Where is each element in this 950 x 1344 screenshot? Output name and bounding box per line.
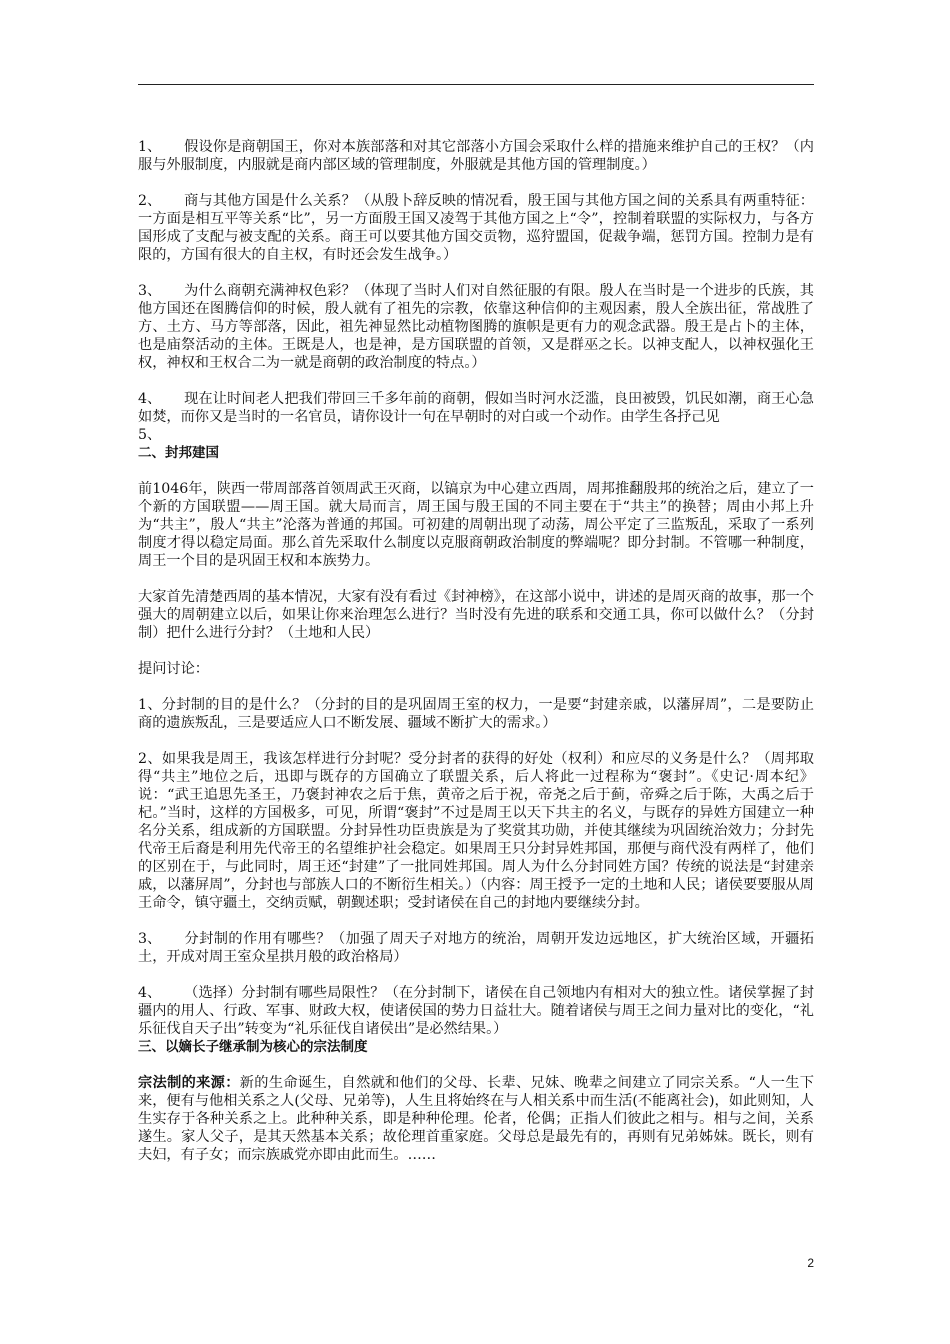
question-1-text: 假设你是商朝国王，你对本族部落和对其它部落小方国会采取什么样的措施来维护自己的王权？（内服与外服制度，内服就是商内部区域的管理制度，外服就是其他方国的管理制度。）: [138, 139, 814, 173]
question-5-number: 5、: [138, 427, 162, 443]
section-2-heading: 二、封邦建国: [138, 445, 219, 461]
question-4: [138, 390, 814, 426]
question-3-number: 3、: [138, 283, 162, 299]
document-body: [138, 138, 814, 1164]
question-2-text: 商与其他方国是什么关系？（从殷卜辞反映的情况看，殷王国与其他方国之间的关系具有两重特征：一方面是相互平等关系“比”，另一方面殷王国又凌驾于其他方国之上“令”，控制着联盟的实际权力，与各方国形成了支配与被支配的关系。商王可以要其他方国交贡物，巡狩盟国，促裁争端，惩罚方国。控制力是有限的，方国有很大的自主权，有时还会发生战争。）: [138, 193, 814, 263]
question-3-text: 为什么商朝充满神权色彩？（体现了当时人们对自然征服的有限。殷人在当时是一个进步的氏族，其他方国还在图腾信仰的时候，殷人就有了祖先的宗教，依靠这种信仰的主观因素，殷人全族出征，常战胜了方、土方、马方等部落，因此，祖先神显然比动植物图腾的旗帜是更有力的观念武器。殷王是占卜的主体，也是庙祭活动的主体。王既是人，也是神，是方国联盟的首领，又是群巫之长。以神支配人，以神权强化王权，神权和王权合二为一就是商朝的政治制度的特点。）: [138, 283, 814, 371]
discussion-4-text: （选择）分封制有哪些局限性？（在分封制下，诸侯在自己领地内有相对大的独立性。诸侯掌握了封疆内的用人、行政、军事、财政大权，使诸侯国的势力日益壮大。随着诸侯与周王之间力量对比的变化，“礼乐征伐自天子出”转变为“礼乐征伐自诸侯出”是必然结果。）: [138, 985, 814, 1037]
header-rule: [138, 84, 814, 85]
discussion-4-number: 4、: [138, 985, 162, 1001]
discussion-2: 2、如果我是周王，我该怎样进行分封呢？受分封者的获得的好处（权利）和应尽的义务是什么？（周邦取得“共主”地位之后，迅即与既存的方国确立了联盟关系，后人将此一过程称为“褒封”。《史记·周本纪》说：“武王追思先圣王，乃褒封神农之后于焦，黄帝之后于祝，帝尧之后于蓟，帝舜之后于陈，大禹之后于杞。”当时，这样的方国极多，可见，所谓“褒封”不过是周王以天下共主的名义，与既存的异姓方国建立一种名分关系，组成新的方国联盟。分封异性功臣贵族是为了奖赏其功勋，并使其继续为巩固统治效力；分封先代帝王后裔是利用先代帝王的名望维护社会稳定。如果周王只分封异姓邦国，那便与商代没有两样了，他们的区别在于，与此同时，周王还“封建”了一批同姓邦国。周人为什么分封同姓方国？传统的说法是“封建亲戚，以藩屏周”，分封也与部族人口的不断衍生相关。）（内容：周王授予一定的土地和人民；诸侯要要服从周王命令，镇守疆土，交纳贡赋，朝觐述职；受封诸侯在自己的封地内要继续分封。: [138, 751, 814, 911]
discussion-1: 1、分封制的目的是什么？（分封的目的是巩固周王室的权力，一是要“封建亲戚，以藩屏周”，二是要防止商的遗族叛乱，三是要适应人口不断发展、疆域不断扩大的需求。）: [138, 697, 814, 731]
question-5: [138, 426, 814, 444]
question-1: [138, 138, 814, 174]
discussion-4: [138, 984, 814, 1038]
discussion-label: 提问讨论：: [138, 661, 209, 677]
section-3-heading: 三、以嫡长子继承制为核心的宗法制度: [138, 1039, 368, 1055]
section-3-paragraph: [138, 1074, 814, 1164]
page-number: 2: [807, 1256, 814, 1270]
question-3: [138, 282, 814, 372]
discussion-3: [138, 930, 814, 966]
question-1-number: 1、: [138, 139, 162, 155]
discussion-3-number: 3、: [138, 931, 162, 947]
section-2-paragraph-2: 大家首先清楚西周的基本情况，大家有没有看过《封神榜》，在这部小说中，讲述的是周灭商的故事，那一个强大的周朝建立以后，如果让你来治理怎么进行？当时没有先进的联系和交通工具，你可以做什么？（分封制）把什么进行分封？（土地和人民）: [138, 589, 814, 641]
question-2: [138, 192, 814, 264]
section-3-text: 新的生命诞生，自然就和他们的父母、长辈、兄妹、晚辈之间建立了同宗关系。“人一生下来，便有与他相关系之人(父母、兄弟等)，人生且将始终在与人相关系中而生活(不能离社会)，如此则知，人生实存于各种关系之上。此种种关系，即是种种伦理。伦者，伦偶；正指人们彼此之相与。相与之间，关系遂生。家人父子，是其天然基本关系；故伦理首重家庭。父母总是最先有的，再则有兄弟姊妹。既长，则有夫妇，有子女；而宗族戚党亦即由此而生。……: [138, 1075, 814, 1163]
question-2-number: 2、: [138, 193, 162, 209]
question-4-text: 现在让时间老人把我们带回三千多年前的商朝，假如当时河水泛滥，良田被毁，饥民如潮，商王心急如焚，而你又是当时的一名官员，请你设计一句在早朝时的对白或一个动作。由学生各抒己见: [138, 391, 814, 425]
section-3-lead: 宗法制的来源：: [138, 1075, 240, 1091]
section-2-paragraph-1: 前1046年，陕西一带周部落首领周武王灭商，以镐京为中心建立西周，周邦推翻殷邦的统治之后，建立了一个新的方国联盟——周王国。就大局而言，周王国与殷王国的不同主要在于“共主”的换替；周由小邦上升为“共主”，殷人“共主”沦落为普通的邦国。可初建的周朝出现了动荡，周公平定了三监叛乱，采取了一系列制度才得以稳定局面。那么首先采取什么制度以克服商朝政治制度的弊端呢？即分封制。不管哪一种制度，周王一个目的是巩固王权和本族势力。: [138, 481, 814, 569]
question-4-number: 4、: [138, 391, 162, 407]
discussion-3-text: 分封制的作用有哪些？（加强了周天子对地方的统治，周朝开发边远地区，扩大统治区域，开疆拓土，开成对周王室众星拱月般的政治格局）: [138, 931, 814, 965]
